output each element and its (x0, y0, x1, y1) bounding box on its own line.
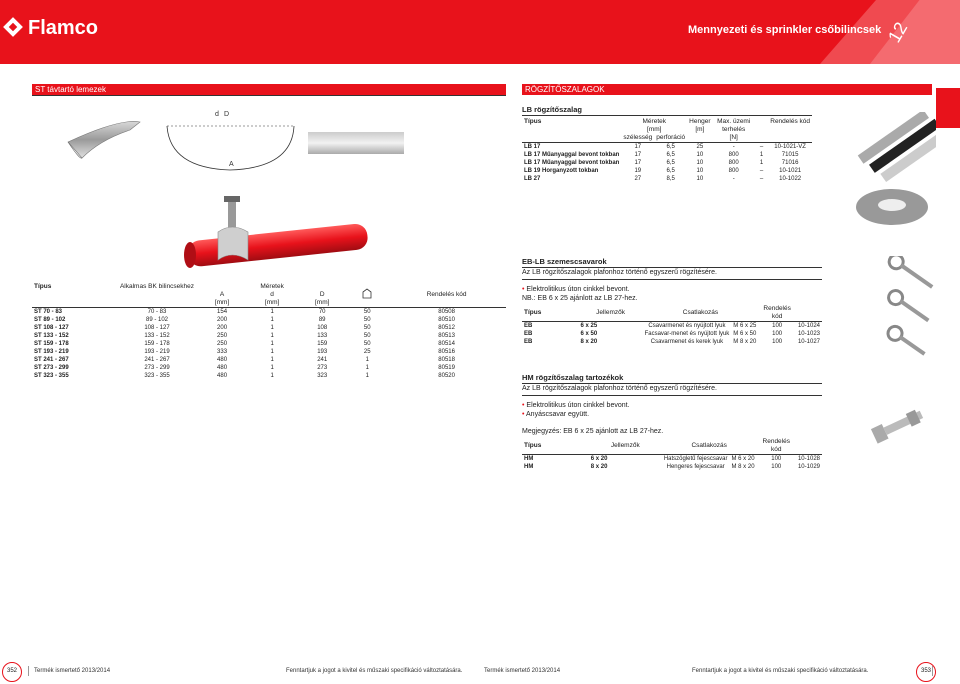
lb-row (522, 151, 812, 159)
st-row-cell: 89 (318, 317, 326, 323)
st-row-cell: 80514 (438, 341, 455, 347)
eb-bullet: • Elektrolitikus úton cinkkel bevont. (522, 285, 822, 294)
st-row-cell: 80512 (438, 325, 455, 331)
st-row-cell: 1 (270, 357, 274, 363)
hm-row-cell: 100 (771, 464, 782, 470)
hm-col-rendeles: Rendelés kód (762, 438, 790, 453)
lb-row-cell: 17 (634, 160, 642, 166)
lb-row-cell: 10 (696, 160, 704, 166)
lb-row-cell: 800 (728, 152, 739, 158)
eb-title: EB-LB szemescsavarok (522, 256, 822, 268)
st-row-cell: 193 (317, 349, 328, 355)
hm-row-cell: Hengeres fejescsavar (666, 464, 725, 470)
eb-nb: NB.: EB 6 x 25 ajánlott az LB 27-hez. (522, 295, 638, 302)
lb-row-cell: 1 (759, 160, 764, 166)
eb-row-cell: 8 x 20 (580, 339, 598, 345)
unit-D: [mm] (314, 299, 330, 306)
eb-row-cell: M 6 x 50 (733, 331, 757, 337)
st-row-cell: 70 (297, 308, 347, 317)
lb-table: Típus Méretek [mm] Henger [m] Max. üzemi terhelés [N] Rendelés kód szélesség perforáció LB 17 17 6,5 25 - – 10-1021-VZ LB 17 Műanyaggal bevont tokban 17 6,5 10 800 1 71015 LB 17 Műanyaggal bevont tokban 17 6,5 10 800 1 71016 LB 19 Horganyzott tokban 19 6,5 10 800 – 10-1021 LB 27 27 8,5 10 - – 10-1022 (524, 118, 810, 182)
hm-bolt-illustration (866, 390, 936, 460)
st-row-cell: 25 (363, 349, 371, 355)
st-row-cell: 1 (270, 333, 274, 339)
st-row-cell: 80519 (438, 365, 455, 371)
st-row (32, 364, 506, 372)
lb-row-cell: 10 (696, 176, 704, 182)
lb-row-cell: 71015 (781, 152, 799, 158)
eb-col-type: Típus (524, 309, 542, 316)
lb-row-cell: LB 17 (522, 143, 621, 152)
st-row-cell: ST 159 - 178 (34, 341, 69, 347)
flamco-logo-icon (3, 17, 23, 37)
st-row-cell: ST 133 - 152 (34, 333, 69, 339)
hm-row-cell: HM (524, 464, 534, 470)
st-table-wrap (32, 283, 506, 380)
lb-row-cell: – (759, 168, 764, 174)
eb-row-cell: M 8 x 20 (733, 339, 757, 345)
lb-row-cell: - (713, 143, 755, 152)
hm-col-type: Típus (524, 442, 542, 449)
eb-row-cell: 6 x 25 (579, 322, 643, 331)
lb-col-szel: szélesség (623, 134, 653, 141)
st-row-cell: 80510 (438, 317, 455, 323)
lb-col-type: Típus (524, 118, 542, 125)
label-A: A (229, 161, 234, 168)
st-table (32, 283, 506, 380)
eb-row (522, 338, 822, 346)
hm-row-cell: 100 (757, 455, 796, 464)
st-row-cell: 50 (363, 341, 371, 347)
unit-d: [mm] (264, 299, 280, 306)
lb-row-cell: LB 27 (524, 176, 541, 182)
st-row (32, 332, 506, 340)
st-row-cell: 1 (270, 365, 274, 371)
st-row-cell: 1 (270, 317, 274, 323)
lb-row-cell: 17 (621, 143, 654, 152)
lb-col-meretek: Méretek (642, 118, 666, 125)
lb-row-cell: 800 (728, 168, 739, 174)
st-row-cell: 80508 (387, 308, 506, 317)
st-row-cell: 323 (317, 373, 328, 379)
eb-eyebolt-illustration (866, 256, 936, 366)
lb-strap-illustration (846, 112, 936, 232)
eb-row-cell: Facsavar-menet és nyújtott lyuk (644, 331, 730, 337)
eb-row-cell: EB (522, 322, 579, 331)
st-row-cell: 273 - 299 (144, 365, 170, 371)
st-row-cell: 50 (363, 333, 371, 339)
st-row-cell: 200 (217, 317, 228, 323)
st-row-cell: 70 - 83 (117, 308, 197, 317)
col-alkalmas: Alkalmas BK bilincsekhez (119, 283, 195, 290)
st-row-cell: 1 (247, 308, 297, 317)
hm-title: HM rögzítőszalag tartozékok (522, 372, 822, 384)
st-row-cell: ST 108 - 127 (34, 325, 69, 331)
st-row-cell: 108 (317, 325, 328, 331)
hm-bullet-2: • Anyáscsavar együtt. (522, 410, 822, 419)
eb-row-cell: EB (524, 331, 533, 337)
page-title: Mennyezeti és sprinkler csőbilincsek (688, 24, 882, 36)
col-box-icon (347, 283, 387, 308)
eb-row-cell: 6 x 50 (580, 331, 598, 337)
lb-row-cell: 10-1021 (779, 168, 802, 174)
eb-col-jellemzok: Jellemzők (596, 309, 626, 316)
eb-row (522, 330, 822, 338)
lb-row-cell: – (755, 143, 768, 152)
st-row-cell: 193 - 219 (144, 349, 170, 355)
hm-note: Megjegyzés: EB 6 x 25 ajánlott az LB 27-hez. (522, 428, 664, 435)
lb-col-rendeles: Rendelés kód (770, 118, 810, 125)
lb-row (522, 159, 812, 167)
st-spacer-illustration (60, 110, 480, 270)
st-row-cell: 159 (317, 341, 328, 347)
left-page-number: 352 (2, 662, 22, 682)
footer-catalog-right: Termék ismertető 2013/2014 (484, 668, 561, 674)
lb-row-cell: – (759, 176, 764, 182)
eb-row-cell: 100 (772, 339, 783, 345)
section-title-st: ST távtartó lemezek (32, 84, 506, 95)
lb-row-cell: 19 (634, 168, 642, 174)
st-row (32, 324, 506, 332)
lb-row-cell: 10 (696, 168, 704, 174)
col-A: A (219, 291, 225, 298)
eb-block (522, 256, 822, 346)
lb-row-cell: 6,5 (666, 152, 675, 158)
lb-col-perf: perforáció (656, 134, 686, 141)
st-row-cell: 241 - 267 (144, 357, 170, 363)
hm-col-jellemzok: Jellemzők (610, 442, 640, 449)
hm-row-cell: 8 x 20 (590, 464, 608, 470)
lb-col-max: Max. üzemi terhelés (717, 118, 751, 133)
st-row-cell: 80513 (438, 333, 455, 339)
lb-row-cell: 27 (634, 176, 642, 182)
st-row-cell: 323 - 355 (144, 373, 170, 379)
lb-row-cell: LB 19 Horganyzott tokban (524, 168, 599, 174)
st-row-cell: 1 (365, 357, 369, 363)
unit-A: [mm] (214, 299, 230, 306)
st-row-cell: ST 273 - 299 (34, 365, 69, 371)
eb-row-cell: M 6 x 25 (733, 323, 757, 329)
st-row-cell: 1 (270, 349, 274, 355)
st-row-cell: 250 (217, 341, 228, 347)
st-row-cell: 89 - 102 (145, 317, 169, 323)
lb-row-cell: 1 (759, 152, 764, 158)
st-row-cell: 80518 (438, 357, 455, 363)
hm-row (522, 455, 822, 464)
eb-row-cell: Csavarmenet és nyújtott lyuk (643, 322, 732, 331)
eb-row-cell: Csavarmenet és kerek lyuk (650, 339, 724, 345)
eb-col-rendeles: Rendelés kód (763, 305, 791, 320)
col-rendeles: Rendelés kód (426, 291, 467, 298)
lb-col-henger: Henger (689, 118, 711, 125)
side-tab (936, 88, 960, 128)
footer-rights-right: Fenntartjuk a jogot a kivitel és műszaki specifikáció változtatására. (692, 668, 869, 674)
eb-row-cell: 100 (772, 331, 783, 337)
st-row-cell: ST 323 - 355 (34, 373, 69, 379)
hm-desc: Az LB rögzítőszalagok plafonhoz történő egyszerű rögzítésére. (522, 385, 717, 392)
st-row-cell: 1 (365, 373, 369, 379)
st-row-cell: 50 (363, 325, 371, 331)
eb-row-cell: 10-1023 (797, 331, 820, 337)
lb-row-cell: 17 (634, 152, 642, 158)
hm-block (522, 372, 822, 471)
st-row-cell: 241 (317, 357, 328, 363)
st-row-cell: 480 (217, 357, 228, 363)
st-row-cell: 154 (197, 308, 247, 317)
col-d: d (270, 291, 274, 298)
hm-bullet-1: • Elektrolitikus úton cinkkel bevont. (522, 401, 822, 410)
st-row-cell: ST 89 - 102 (34, 317, 66, 323)
eb-desc: Az LB rögzítőszalagok plafonhoz történő egyszerű rögzítésére. (522, 269, 717, 276)
lb-title: LB rögzítőszalag (522, 104, 812, 116)
lb-row-cell: 8,5 (666, 176, 675, 182)
st-row-cell: 250 (217, 333, 228, 339)
st-row-cell: 133 - 152 (144, 333, 170, 339)
hm-row (522, 463, 822, 471)
lb-col-box (755, 118, 768, 143)
eb-col-csatl: Csatlakozás (682, 309, 719, 316)
brand-logo: Flamco (28, 17, 99, 39)
hm-row-cell: M 6 x 20 (731, 456, 755, 462)
hm-row-cell: 10-1029 (797, 464, 820, 470)
st-row (32, 308, 506, 317)
st-row-cell: 80516 (438, 349, 455, 355)
st-row-cell: 50 (347, 308, 387, 317)
col-D: D (319, 291, 325, 298)
lb-row (522, 175, 812, 183)
lb-row (522, 143, 812, 152)
header-bar (0, 0, 960, 64)
st-row (32, 348, 506, 356)
st-row-cell: 480 (217, 373, 228, 379)
st-row-cell: 273 (317, 365, 328, 371)
st-row-cell: 133 (317, 333, 328, 339)
hm-row-cell: M 8 x 20 (731, 464, 755, 470)
eb-row-cell: 10-1027 (797, 339, 820, 345)
st-row (32, 372, 506, 380)
lb-row-cell: 800 (728, 160, 739, 166)
st-row-cell: 200 (217, 325, 228, 331)
lb-block (522, 104, 812, 183)
st-row (32, 340, 506, 348)
st-row-cell: 1 (270, 373, 274, 379)
lb-row-cell: 10 (696, 152, 704, 158)
lb-row-cell: 6,5 (666, 168, 675, 174)
col-meretek: Méretek (260, 283, 284, 290)
st-row-cell: 480 (217, 365, 228, 371)
lb-row-cell: - (732, 176, 735, 182)
st-row (32, 316, 506, 324)
eb-row-cell: EB (524, 339, 533, 345)
st-row-cell: 50 (363, 317, 371, 323)
hm-table (522, 438, 822, 471)
right-page-number: 353 (916, 662, 936, 682)
st-row-cell: 159 - 178 (144, 341, 170, 347)
section-title-rogzito: RÖGZÍTŐSZALAGOK (522, 84, 932, 95)
st-row-cell: 333 (217, 349, 228, 355)
lb-row-cell: 10-1021-VZ (768, 143, 812, 152)
footer-rights-left: Fenntartjuk a jogot a kivitel és műszaki specifikáció változtatására. (286, 668, 463, 674)
st-row (32, 356, 506, 364)
eb-row (522, 322, 822, 331)
lb-row-cell: 6,5 (654, 143, 687, 152)
hm-row-cell: 6 x 20 (589, 455, 662, 464)
page-tab-number: 12 (884, 18, 912, 46)
label-D: D (224, 111, 230, 118)
lb-row (522, 167, 812, 175)
lb-row-cell: LB 17 Műanyaggal bevont tokban (524, 152, 620, 158)
hm-row-cell: Hatszögletű fejescsavar (663, 456, 728, 462)
st-row-cell: 1 (270, 341, 274, 347)
st-row-cell: ST 193 - 219 (34, 349, 69, 355)
hm-row-cell: HM (522, 455, 589, 464)
lb-row-cell: 10-1022 (779, 176, 802, 182)
hm-col-csatl: Csatlakozás (691, 442, 727, 449)
eb-row-cell: 10-1024 (797, 323, 820, 329)
st-row-cell: 1 (270, 325, 274, 331)
label-d: d (215, 111, 219, 118)
col-type: Típus (34, 283, 52, 290)
lb-row-cell: 6,5 (666, 160, 675, 166)
st-row-cell: ST 70 - 83 (32, 308, 117, 317)
footer-catalog-left: Termék ismertető 2013/2014 (34, 668, 111, 674)
st-row-cell: 80520 (438, 373, 455, 379)
lb-row-cell: 25 (687, 143, 712, 152)
st-row-cell: 108 - 127 (144, 325, 170, 331)
hm-row-cell: 10-1028 (797, 456, 820, 462)
lb-row-cell: 71016 (781, 160, 799, 166)
eb-table (522, 305, 822, 346)
lb-row-cell: LB 17 Műanyaggal bevont tokban (524, 160, 620, 166)
eb-row-cell: 100 (758, 322, 796, 331)
st-row-cell: ST 241 - 267 (34, 357, 69, 363)
st-row-cell: 1 (365, 365, 369, 371)
